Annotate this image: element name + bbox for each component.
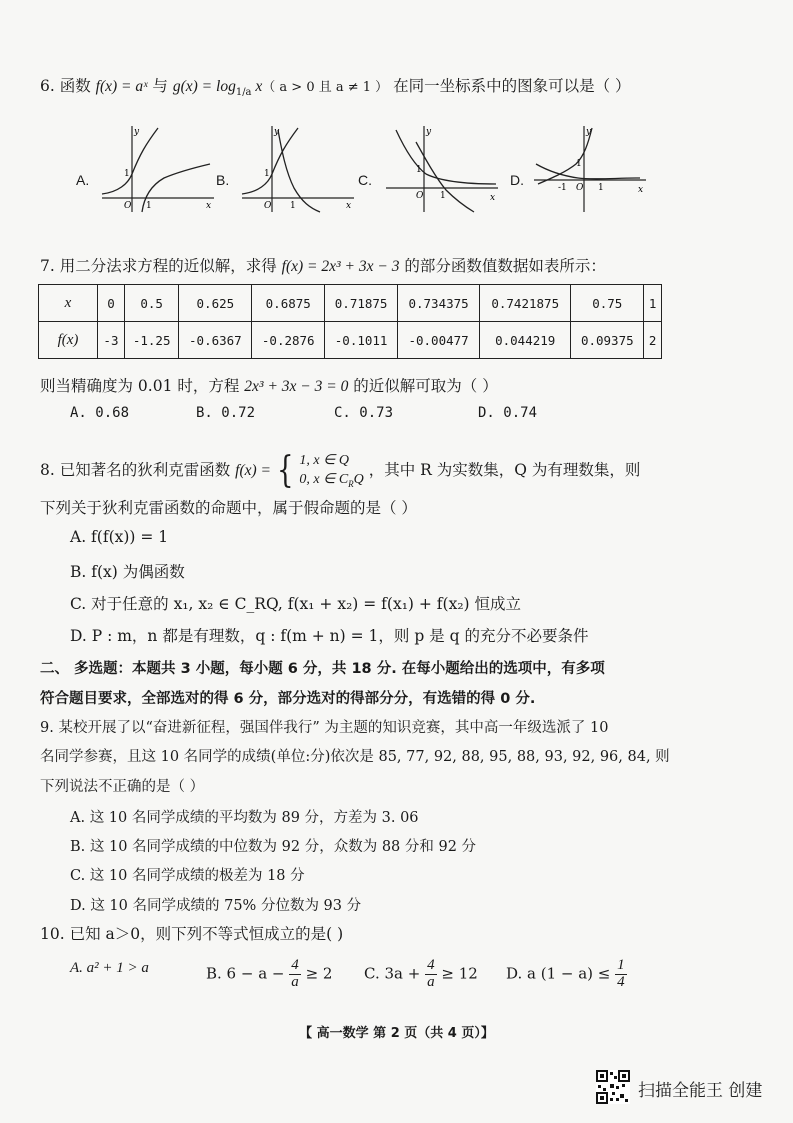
svg-text:1: 1 [416,165,422,175]
svg-text:O: O [264,201,272,211]
q10-option-d[interactable]: D. a (1 − a) ≤ $\frac{1}{4}$ [506,957,625,990]
q9-stem-line2: 名同学参赛，且这 10 名同学的成绩(单位:分)依次是 85, 77, 92, 88, 95, 88, 93, 92, 96, 84, 则 [40,749,670,765]
q7-option-d[interactable]: D. 0.74 [478,405,538,421]
q6-graph-b[interactable] [238,122,358,214]
q7-value-table [38,284,662,359]
q7-question: 则当精确度为 0.01 时，方程 2x³ + 3x − 3 = 0 的近似解可取为（ ） [40,377,498,395]
q6-option-d-label[interactable]: D. [510,172,524,188]
table-cell: 0.7421875 [480,285,571,322]
q9-stem-line3: 下列说法不正确的是（ ） [40,779,205,795]
table-cell: 2 [644,322,662,359]
q10-option-a[interactable]: A. a² + 1 > a [70,960,149,976]
table-cell: 0.6875 [252,285,325,322]
axis-y-label: y [134,127,140,137]
svg-text:1: 1 [598,183,604,193]
svg-text:-1: -1 [558,183,567,193]
table-cell: 0.09375 [571,322,644,359]
tick-one-y: 1 [124,169,130,179]
table-cell: 0.734375 [398,285,480,322]
q8-stem-line1: 8. 已知著名的狄利克雷函数 f(x) = { 1, x ∈ Q 0, x ∈ $C_RQ$ ，其中 R 为实数集，Q 为有理数集，则 [40,449,641,492]
q6-option-c-label[interactable]: C. [358,172,372,188]
q8-option-b[interactable]: B. f(x) 为偶函数 [70,563,185,581]
table-cell: -0.2876 [252,322,325,359]
q7-option-c[interactable]: C. 0.73 [334,405,394,421]
svg-text:x: x [638,185,644,195]
svg-text:y: y [426,127,432,137]
q6-option-a-label[interactable]: A. [76,172,90,188]
table-cell: 0.625 [179,285,252,322]
q6-option-b-label[interactable]: B. [216,172,230,188]
q8-option-a[interactable]: A. f(f(x)) = 1 [70,528,169,546]
table-cell: 0.5 [124,285,179,322]
piecewise-cases: 1, x ∈ Q 0, x ∈ $C_RQ$ [299,453,364,489]
table-cell: 0 [98,285,125,322]
q8-option-d[interactable]: D. P : m，n 都是有理数，q : f(m + n) = 1，则 p 是 q 的充分不必要条件 [70,627,589,645]
q6-graph-c[interactable] [382,122,502,214]
svg-text:1: 1 [264,169,270,179]
q8-stem-line2: 下列关于狄利克雷函数的命题中，属于假命题的是（ ） [40,499,417,517]
svg-text:1: 1 [440,191,446,201]
qr-code-icon [596,1070,630,1104]
tick-one-x: 1 [146,201,152,211]
section2-heading-line2: 符合题目要求，全部选对的得 6 分，部分选对的得部分分，有选错的得 0 分. [40,691,536,707]
axis-x-label: x [206,201,212,211]
brace-icon: { [276,449,294,492]
q9-stem-line1: 9. 某校开展了以“奋进新征程，强国伴我行” 为主题的知识竞赛，其中高一年级选派了 10 [40,720,609,736]
q10-stem: 10. 已知 a＞0，则下列不等式恒成立的是( ) [40,925,344,943]
q8-option-c[interactable]: C. 对于任意的 x₁, x₂ ∈ C_RQ, f(x₁ + x₂) = f(x₁) + f(x₂) 恒成立 [70,595,522,613]
table-cell: -0.00477 [398,322,480,359]
table-cell: -3 [98,322,125,359]
svg-text:1: 1 [576,159,582,169]
table-row-x [39,285,662,322]
q7-option-a[interactable]: A. 0.68 [70,405,130,421]
q9-option-c[interactable]: C. 这 10 名同学成绩的极差为 18 分 [70,868,305,884]
table-cell: 0.044219 [480,322,571,359]
q9-option-a[interactable]: A. 这 10 名同学成绩的平均数为 89 分，方差为 3. 06 [70,810,419,826]
q9-option-b[interactable]: B. 这 10 名同学成绩的中位数为 92 分，众数为 88 分和 92 分 [70,839,477,855]
table-cell: -0.6367 [179,322,252,359]
svg-text:y: y [274,127,280,137]
table-cell: 0.75 [571,285,644,322]
origin-label: O [124,201,132,211]
q10-option-b[interactable]: B. 6 − a − $\frac{4}{a}$ ≥ 2 [206,957,333,990]
page-footer: 【 高一数学 第 2 页（共 4 页）】 [299,1026,494,1041]
section2-heading-line1: 二、 多选题：本题共 3 小题，每小题 6 分，共 18 分. 在每小题给出的选项中，有多项 [40,661,605,677]
scanner-watermark: 扫描全能王 创建 [638,1081,763,1101]
table-header-f: f(x) [39,322,98,359]
table-row-f [39,322,662,359]
svg-text:y: y [586,127,592,137]
svg-text:O: O [576,183,584,193]
q9-option-d[interactable]: D. 这 10 名同学成绩的 75% 分位数为 93 分 [70,898,362,914]
q6-graph-d[interactable] [530,122,650,214]
q6-graph-a[interactable] [98,122,218,214]
svg-text:1: 1 [290,201,296,211]
table-cell: 1 [644,285,662,322]
q6-stem: 6. 函数 f(x) = aˣ 与 $g(x) = \log_{1/a} x$（ a > 0 且 a ≠ 1 ） 在同一坐标系中的图象可以是（ ） [40,77,631,99]
table-cell: -0.1011 [325,322,398,359]
svg-text:x: x [346,201,352,211]
svg-text:x: x [490,193,496,203]
q10-option-c[interactable]: C. 3a + $\frac{4}{a}$ ≥ 12 [364,957,478,990]
svg-text:O: O [416,191,424,201]
q7-option-b[interactable]: B. 0.72 [196,405,256,421]
table-cell: 0.71875 [325,285,398,322]
q7-stem: 7. 用二分法求方程的近似解，求得 f(x) = 2x³ + 3x − 3 的部分函数值数据如表所示： [40,257,606,275]
table-cell: -1.25 [124,322,179,359]
table-header-x: x [39,285,98,322]
